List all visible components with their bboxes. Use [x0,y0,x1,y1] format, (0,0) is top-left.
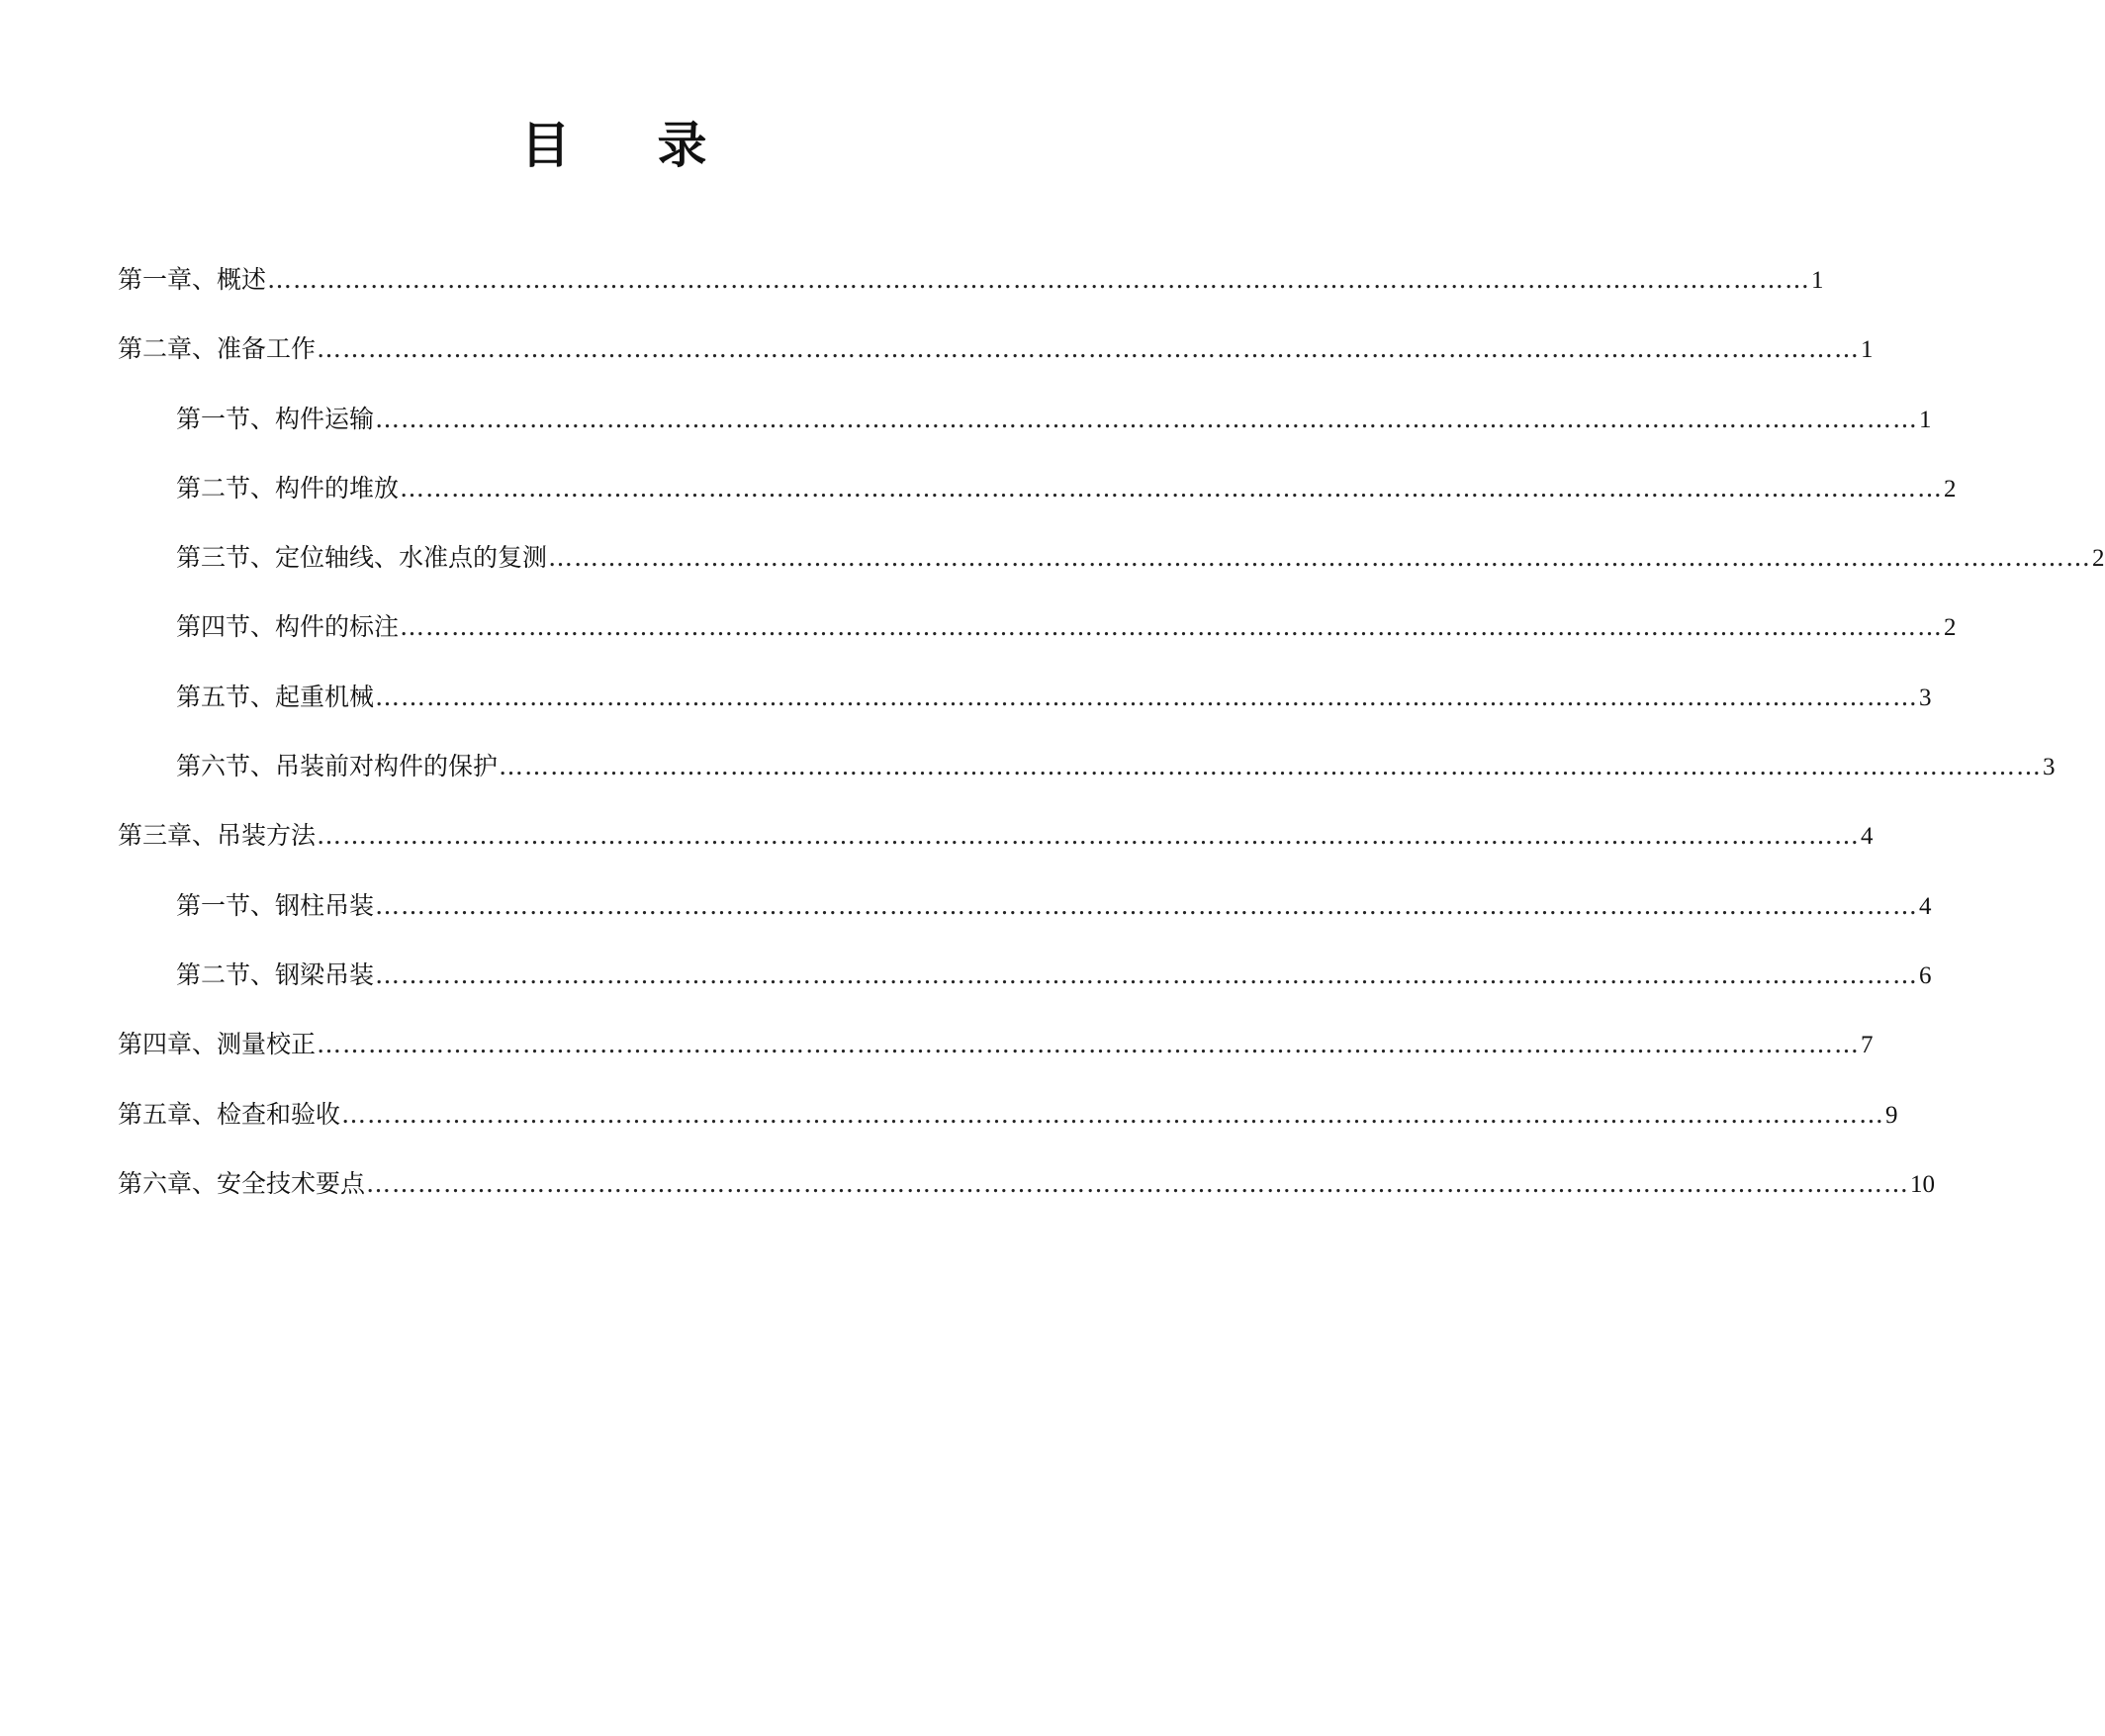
toc-dot-leader: ……………………………………………………………………………………………………………………………………………………………… [375,890,1919,920]
toc-entry-section-2-4[interactable] [118,607,1957,677]
toc-entry-section-2-5[interactable] [118,678,1932,747]
toc-entry-section-2-6[interactable] [118,747,2056,816]
toc-dot-leader: ……………………………………………………………………………………………………………………………………………………………… [499,752,2043,781]
toc-entry-chapter-1[interactable] [118,260,1824,329]
toc-page-number: 4 [1919,892,1932,920]
toc-entry-chapter-3[interactable] [118,816,1874,885]
toc-page-number: 1 [1861,336,1874,364]
toc-dot-leader: ……………………………………………………………………………………………………………………………………………………………… [317,1030,1861,1059]
toc-page-number: 2 [2092,545,2105,573]
toc-page-number: 10 [1910,1170,1936,1198]
toc-page-number: 3 [2043,754,2056,781]
toc-entry-text: 第五节、起重机械 [176,682,375,711]
toc-entry-text: 第二章、准备工作 [118,334,317,364]
toc-entry-section-3-2[interactable] [118,956,1932,1025]
toc-dot-leader: ……………………………………………………………………………………………………………………………………………………………… [317,334,1861,364]
toc-entry-section-2-1[interactable] [118,400,1932,469]
toc-page-number: 1 [1919,406,1932,433]
toc-page-number: 9 [1885,1101,1898,1129]
toc-entry-text: 第四章、测量校正 [118,1030,317,1059]
toc-entry-text: 第二节、构件的堆放 [176,473,400,503]
toc-entry-section-2-2[interactable] [118,469,1957,538]
toc-dot-leader: ……………………………………………………………………………………………………………………………………………………………… [366,1168,1910,1198]
toc-entry-section-2-3[interactable] [118,538,2105,607]
toc-page-number: 3 [1919,684,1932,711]
toc-page-number: 2 [1944,614,1957,642]
page-title: 目录 [520,116,794,174]
toc-entry-section-3-1[interactable] [118,886,1932,956]
toc-page-number: 2 [1944,475,1957,503]
toc-dot-leader: ……………………………………………………………………………………………………………………………………………………………… [375,959,1919,989]
toc-dot-leader: ……………………………………………………………………………………………………………………………………………………………… [548,543,2092,573]
toc-entry-text: 第四节、构件的标注 [176,612,400,642]
toc-entry-text: 第六章、安全技术要点 [118,1168,366,1198]
toc-entry-text: 第三节、定位轴线、水准点的复测 [176,543,548,573]
toc-entry-chapter-2[interactable] [118,329,1874,399]
toc-entry-chapter-6[interactable] [118,1164,1936,1233]
toc-entry-text: 第六节、吊装前对构件的保护 [176,752,499,781]
toc-dot-leader: ……………………………………………………………………………………………………………………………………………………………… [375,404,1919,433]
table-of-contents [118,260,2105,1233]
toc-entry-text: 第一章、概述 [118,265,267,294]
toc-entry-text: 第三章、吊装方法 [118,821,317,851]
toc-entry-chapter-4[interactable] [118,1025,1874,1094]
toc-entry-text: 第一节、构件运输 [176,404,375,433]
toc-page-number: 4 [1861,823,1874,851]
toc-entry-text: 第五章、检查和验收 [118,1099,341,1129]
toc-dot-leader: ……………………………………………………………………………………………………………………………………………………………… [375,682,1919,711]
toc-entry-text: 第二节、钢梁吊装 [176,959,375,989]
toc-entry-chapter-5[interactable] [118,1095,1898,1164]
toc-page-number: 7 [1861,1032,1874,1059]
toc-entry-text: 第一节、钢柱吊装 [176,890,375,920]
toc-dot-leader: ……………………………………………………………………………………………………………………………………………………………… [400,612,1944,642]
toc-dot-leader: ……………………………………………………………………………………………………………………………………………………………… [400,473,1944,503]
toc-page-number: 1 [1811,267,1824,294]
toc-page-number: 6 [1919,961,1932,989]
toc-dot-leader: ……………………………………………………………………………………………………………………………………………………………… [317,821,1861,851]
toc-dot-leader: ……………………………………………………………………………………………………………………………………………………………… [341,1099,1885,1129]
toc-dot-leader: ……………………………………………………………………………………………………………………………………………………………… [267,265,1811,294]
